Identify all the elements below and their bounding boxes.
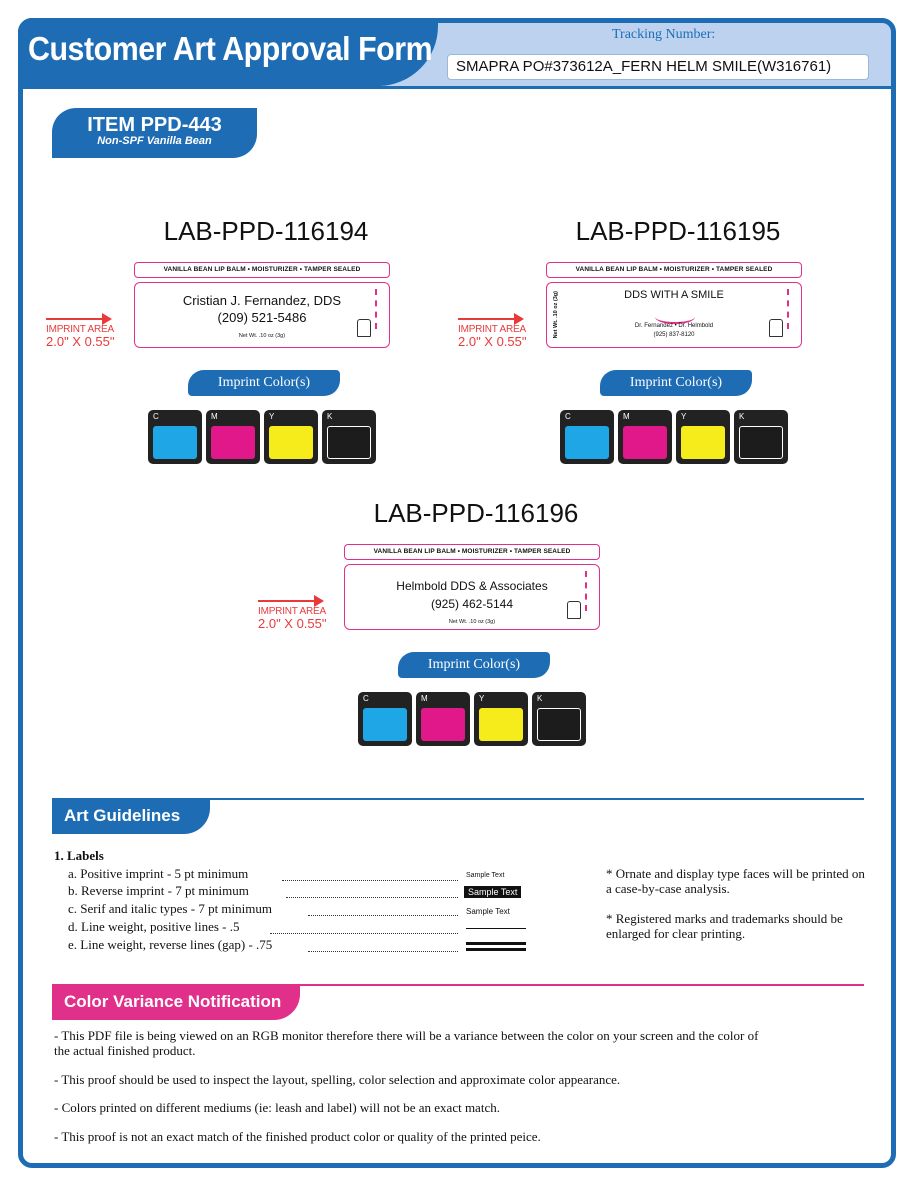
swatch-black: K [322,410,376,464]
label-net-weight: Net Wt. .10 oz (3g) [238,333,286,339]
tamper-seal-strip [787,289,797,329]
leader-dots [308,915,458,916]
variance-item: - This proof is not an exact match of the finished product color or quality of the printed peice. [54,1129,541,1144]
variance-item: - This PDF file is being viewed on an RGB monitor therefore there will be a variance between the color on your screen and the color of the actual finished product. [54,1028,759,1058]
tracking-label: Tracking Number: [612,27,716,42]
arrow-icon [46,318,104,320]
tamper-seal-strip [375,289,385,329]
label-top-strip: VANILLA BEAN LIP BALM • MOISTURIZER • TAMPER SEALED [134,262,390,278]
swatch-cyan: C [560,410,614,464]
label-line-2: Dr. Fernandez • Dr. Helmbold [634,323,714,329]
label-body [344,564,600,630]
label-id-2: LAB-PPD-116195 [575,216,781,246]
smile-graphic [655,310,695,324]
label-top-strip: VANILLA BEAN LIP BALM • MOISTURIZER • TAMPER SEALED [546,262,802,278]
swatch-cyan: C [148,410,202,464]
imprint-area-3 [258,606,327,631]
item-badge [52,108,257,158]
sample-positive: Sample Text [466,872,505,879]
label-body [546,282,802,348]
label-net-weight: Net Wt. .10 oz (3g) [448,619,496,625]
swatch-yellow: Y [474,692,528,746]
swatch-magenta: M [618,410,672,464]
label-proof-3 [344,544,600,630]
guideline-item: d. Line weight, positive lines - .5 [68,919,240,934]
item-subtitle: Non-SPF Vanilla Bean [97,135,212,147]
label-line-2: (209) 521-5486 [217,310,307,325]
swatch-magenta: M [206,410,260,464]
imprint-area-size: 2.0" X 0.55" [46,334,115,349]
label-line-2: (925) 462-5144 [430,597,514,611]
sample-positive-line [466,928,526,929]
arrow-icon [258,600,316,602]
label-proof-2 [546,262,802,348]
tracking-number-field: SMAPRA PO#373612A_FERN HELM SMILE(W316761) [447,54,869,80]
label-line-1: Cristian J. Fernandez, DDS [182,293,342,308]
guideline-item: b. Reverse imprint - 7 pt minimum [68,883,249,898]
item-title: ITEM PPD-443 [87,114,222,136]
imprint-area-label: IMPRINT AREA [46,324,114,335]
imprint-colors-label-3: Imprint Color(s) [398,652,550,678]
label-body [134,282,390,348]
guideline-item: a. Positive imprint - 5 pt minimum [68,866,249,881]
imprint-area-2 [458,324,527,349]
leader-dots [308,951,458,952]
imprint-area-size: 2.0" X 0.55" [258,616,327,631]
sample-reverse-line-top [466,942,526,945]
imprint-area-label: IMPRINT AREA [258,606,326,617]
swatch-magenta: M [416,692,470,746]
guideline-note: * Registered marks and trademarks should be enlarged for clear printing. [606,911,843,941]
swatch-black: K [734,410,788,464]
label-line-1: DDS WITH A SMILE [624,289,724,301]
lock-icon [567,601,581,619]
tamper-seal-strip [585,571,595,611]
color-variance-title: Color Variance Notification [52,984,300,1020]
sample-reverse-line-bottom [466,948,526,951]
swatch-cyan: C [358,692,412,746]
label-side-text: Net Wt. .10 oz (3g) [553,291,559,339]
label-proof-1 [134,262,390,348]
variance-item: - Colors printed on different mediums (ie: leash and label) will not be an exact match. [54,1100,500,1115]
sample-serif: Sample Text [466,907,510,916]
label-id-3: LAB-PPD-116196 [373,498,579,528]
guideline-item: c. Serif and italic types - 7 pt minimum [68,901,272,916]
art-guidelines-title: Art Guidelines [52,798,210,834]
imprint-area-size: 2.0" X 0.55" [458,334,527,349]
leader-dots [282,880,458,881]
label-line-1: Helmbold DDS & Associates [396,579,548,593]
imprint-area-1 [46,324,115,349]
variance-item: - This proof should be used to inspect the layout, spelling, color selection and approximate color appearance. [54,1072,621,1087]
label-id-1: LAB-PPD-116194 [163,216,369,246]
label-line-3: (925) 837-8120 [653,332,695,338]
lock-icon [357,319,371,337]
guideline-item: e. Line weight, reverse lines (gap) - .75 [68,937,273,952]
leader-dots [286,897,458,898]
arrow-icon [458,318,516,320]
lock-icon [769,319,783,337]
imprint-colors-label-1: Imprint Color(s) [188,370,340,396]
swatch-yellow: Y [676,410,730,464]
imprint-colors-label-2: Imprint Color(s) [600,370,752,396]
leader-dots [270,933,458,934]
page-title: Customer Art Approval Form [28,30,433,67]
imprint-area-label: IMPRINT AREA [458,324,526,335]
swatch-yellow: Y [264,410,318,464]
label-top-strip: VANILLA BEAN LIP BALM • MOISTURIZER • TAMPER SEALED [344,544,600,560]
swatch-black: K [532,692,586,746]
guidelines-heading: 1. Labels [54,848,104,863]
guideline-note: * Ornate and display type faces will be printed on a case-by-case analysis. [606,866,865,896]
sample-reverse: Sample Text [464,886,521,898]
